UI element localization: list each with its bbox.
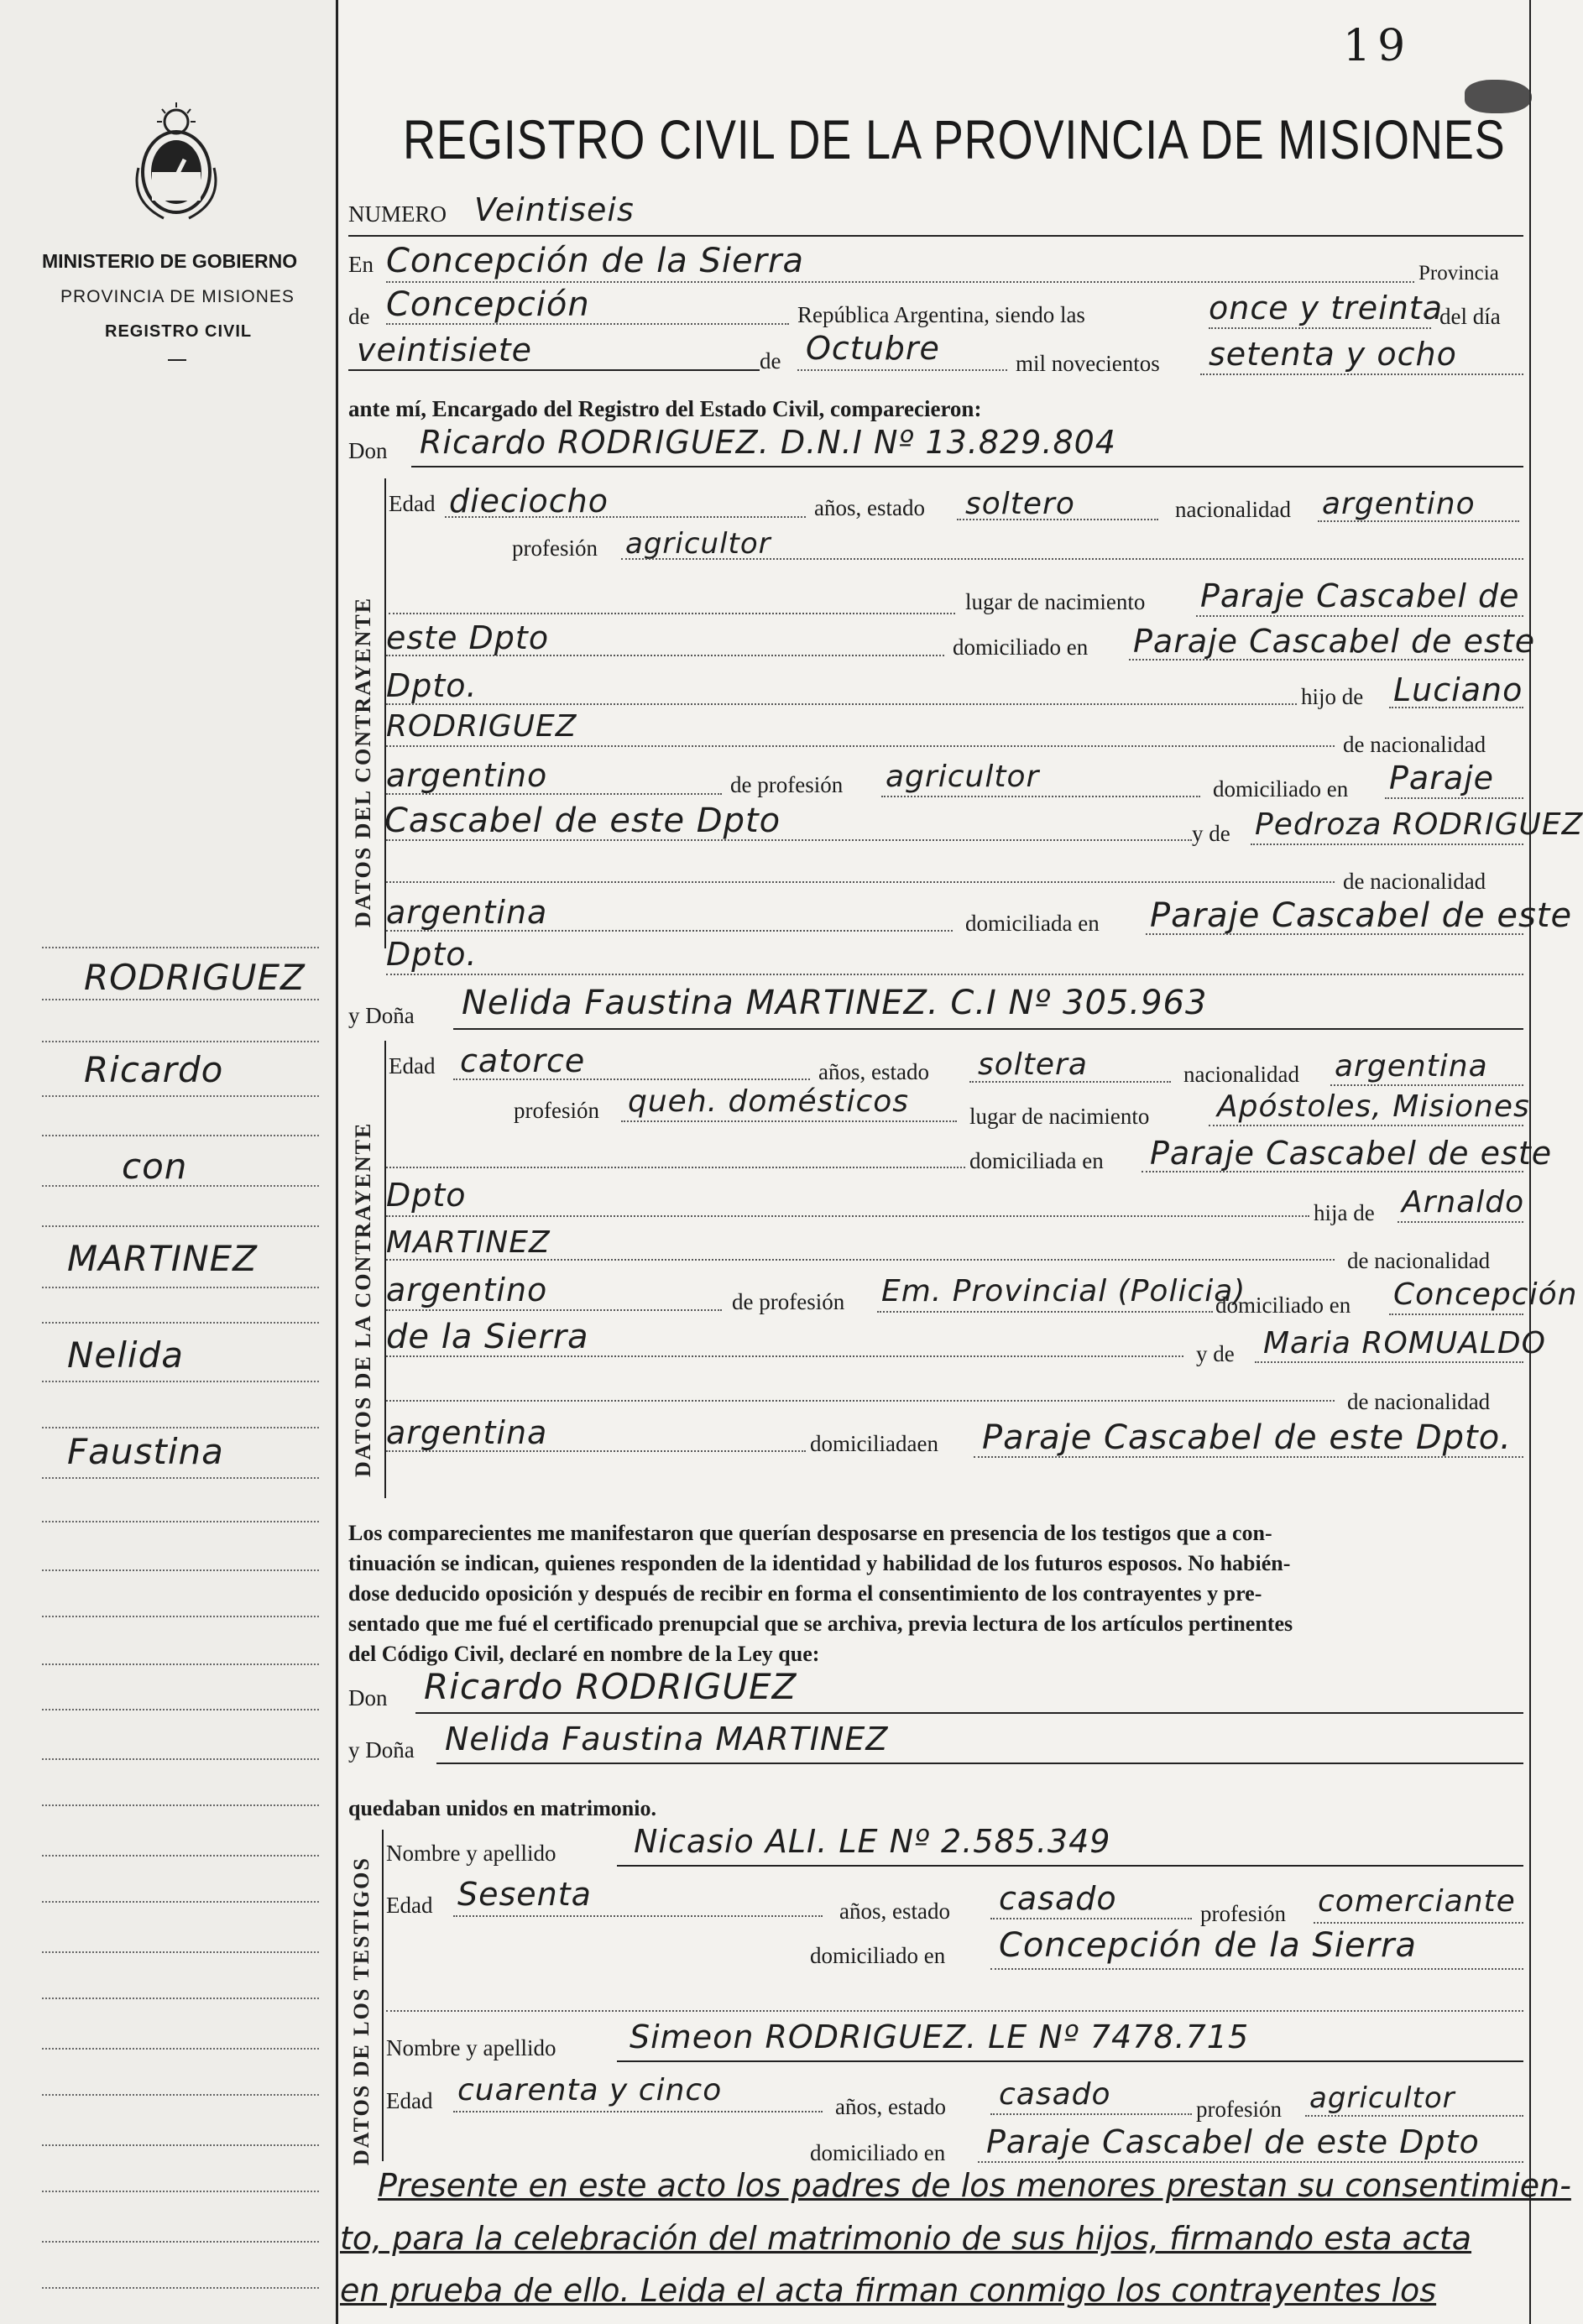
line <box>386 655 944 656</box>
groom-padre-dom2: Cascabel de este Dpto <box>384 802 781 840</box>
line <box>621 558 1523 560</box>
de-profesion-label-2: de profesión <box>732 1289 845 1314</box>
line <box>617 2060 1523 2062</box>
line <box>386 745 1335 747</box>
line <box>386 881 1335 883</box>
lugar-nac-label-2: lugar de nacimiento <box>969 1104 1150 1129</box>
line <box>1200 373 1523 375</box>
margin-surname-groom: RODRIGUEZ <box>84 957 306 998</box>
margin-line <box>42 1804 319 1806</box>
line <box>617 1865 1523 1867</box>
margin-line <box>42 2191 319 2192</box>
quedaban-text: quedaban unidos en matrimonio. <box>348 1796 656 1820</box>
line <box>386 281 1414 283</box>
groom-name: Ricardo RODRIGUEZ. D.N.I Nº 13.829.804 <box>420 424 1116 461</box>
mes-value: Octubre <box>806 330 940 367</box>
margin-line <box>42 2287 319 2289</box>
w1-estado: casado <box>999 1880 1117 1917</box>
margin-line <box>42 1381 319 1382</box>
margin-line <box>42 1322 319 1324</box>
bride-name: Nelida Faustina MARTINEZ. C.I Nº 305.963 <box>462 984 1208 1022</box>
ante-text: ante mí, Encargado del Registro del Estado Civil, comparecieron: <box>348 396 982 421</box>
line <box>411 466 1523 467</box>
w2-domiciliado-label: domiciliado en <box>810 2140 946 2165</box>
bride-padre-nac: argentino <box>386 1272 548 1308</box>
y-dona-label: y Doña <box>348 1003 415 1028</box>
w2-anos-estado-label: años, estado <box>835 2094 946 2119</box>
line <box>1146 933 1523 935</box>
margin-line <box>42 1901 319 1903</box>
bride-padre-dom: Concepción <box>1393 1277 1578 1312</box>
decl-don-label: Don <box>348 1685 388 1710</box>
margin-line <box>42 947 319 948</box>
page-number: 19 <box>1343 21 1413 71</box>
groom-domicilio2: Dpto. <box>386 667 478 704</box>
note-line-3: en prueba de ello. Leida el acta firman conmigo los contrayentes los <box>340 2272 1437 2309</box>
line <box>881 796 1200 797</box>
bride-madre-nac: argentina <box>386 1414 548 1451</box>
line <box>389 613 955 614</box>
de-nacionalidad-label-2: de nacionalidad <box>1343 869 1486 894</box>
bride-padre2: MARTINEZ <box>386 1225 551 1260</box>
mil-label: mil novecientos <box>1016 351 1160 376</box>
groom-padre-nac: argentino <box>386 757 548 794</box>
w2-nombre-label: Nombre y apellido <box>386 2035 556 2060</box>
de-profesion-label: de profesión <box>730 772 844 797</box>
anos-estado-label-2: años, estado <box>818 1059 929 1084</box>
de-nacionalidad-label: de nacionalidad <box>1343 732 1486 757</box>
margin-line <box>42 1855 319 1857</box>
groom-madre-dom: Paraje Cascabel de este <box>1150 896 1573 935</box>
line <box>957 519 1158 520</box>
margin-line <box>42 1225 319 1227</box>
line <box>1330 1084 1523 1086</box>
line <box>453 1915 823 1917</box>
edad-label: Edad <box>389 491 436 516</box>
domiciliado-label: domiciliado en <box>953 635 1089 660</box>
line <box>348 369 760 371</box>
margin-line <box>42 1998 319 1999</box>
bride-padre-dom2: de la Sierra <box>386 1318 589 1356</box>
line <box>453 2111 823 2112</box>
w1-profesion-label: profesión <box>1200 1901 1286 1926</box>
line <box>386 703 1297 705</box>
paragraph-line-3: dose deducido oposición y después de recibir en forma el consentimiento de los contrayentes y pre- <box>348 1581 1262 1606</box>
line <box>386 1400 1335 1402</box>
line <box>990 1918 1192 1919</box>
dia-value: veintisiete <box>357 332 532 368</box>
groom-domicilio: Paraje Cascabel de este <box>1133 623 1536 660</box>
margin-line <box>42 1095 319 1097</box>
line <box>1209 327 1431 329</box>
line <box>877 1311 1213 1313</box>
del-dia-label: del día <box>1439 304 1501 329</box>
groom-padre: Luciano <box>1393 671 1523 708</box>
line <box>386 1355 1183 1357</box>
line <box>978 2161 1523 2163</box>
line <box>386 793 722 795</box>
numero-label: NUMERO <box>348 201 447 227</box>
republica-label: República Argentina, siendo las <box>797 302 1085 327</box>
margin-line <box>42 1663 319 1665</box>
line <box>974 1456 1523 1458</box>
paragraph-line-1: Los comparecientes me manifestaron que querían desposarse en presencia de los testigos que a con- <box>348 1521 1272 1545</box>
bride-side-label: DATOS DE LA CONTRAYENTE <box>351 1121 375 1477</box>
bride-estado: soltera <box>978 1047 1088 1082</box>
don-label: Don <box>348 438 388 463</box>
province-label: PROVINCIA DE MISIONES <box>60 287 295 306</box>
line <box>386 930 953 932</box>
margin-line <box>42 1951 319 1953</box>
margin-line <box>42 1427 319 1428</box>
w1-nombre-label: Nombre y apellido <box>386 1841 556 1866</box>
line <box>1305 2115 1523 2117</box>
line <box>1398 1221 1523 1223</box>
bride-edad: catorce <box>460 1042 586 1079</box>
provincia-label: Provincia <box>1418 262 1499 285</box>
note-line-1: Presente en este acto los padres de los menores prestan su consentimien- <box>378 2167 1571 2204</box>
coat-of-arms-icon <box>130 101 222 227</box>
w2-profesion-label: profesión <box>1196 2097 1282 2122</box>
groom-lugar-nac2: este Dpto <box>386 619 550 656</box>
line <box>1314 1922 1523 1924</box>
line <box>797 369 1007 371</box>
line <box>1255 1361 1523 1363</box>
decl-don-value: Ricardo RODRIGUEZ <box>424 1666 797 1707</box>
en-label: En <box>348 252 374 277</box>
line <box>1318 520 1519 522</box>
line <box>386 2010 1523 2012</box>
line <box>386 1450 806 1452</box>
w1-domiciliado-label: domiciliado en <box>810 1943 946 1968</box>
w2-name: Simeon RODRIGUEZ. LE Nº 7478.715 <box>630 2018 1250 2055</box>
bride-padre: Arnaldo <box>1402 1185 1525 1219</box>
anio-value: setenta y ocho <box>1209 336 1457 373</box>
y-de-label-2: y de <box>1196 1341 1235 1366</box>
line <box>969 1081 1171 1083</box>
en-value: Concepción de la Sierra <box>386 242 804 280</box>
lugar-nac-label: lugar de nacimiento <box>965 589 1146 614</box>
margin-con: con <box>122 1146 188 1187</box>
margin-line <box>42 1616 319 1617</box>
w2-estado: casado <box>999 2077 1111 2112</box>
domiciliada-label: domiciliada en <box>965 911 1100 936</box>
numero-value: Veintiseis <box>474 191 635 228</box>
line <box>445 516 806 518</box>
margin-surname-bride: MARTINEZ <box>67 1238 258 1279</box>
profesion-label: profesión <box>512 535 598 561</box>
decl-dona-label: y Doña <box>348 1737 415 1763</box>
bride-madre: Maria ROMUALDO <box>1263 1326 1546 1360</box>
ministry-label: MINISTERIO DE GOBIERNO <box>42 250 298 272</box>
margin-line <box>42 1041 319 1042</box>
hija-de-label: hija de <box>1314 1200 1375 1225</box>
line <box>1389 1313 1523 1315</box>
registry-underline <box>168 359 186 361</box>
line <box>386 974 1523 975</box>
bride-domicilio: Paraje Cascabel de este <box>1150 1135 1553 1172</box>
margin-line <box>42 2144 319 2146</box>
line <box>1142 1171 1523 1172</box>
line <box>1251 843 1523 845</box>
w2-domicilio: Paraje Cascabel de este Dpto <box>986 2123 1480 2160</box>
domiciliadaen-label: domiciliadaen <box>810 1431 938 1456</box>
hijo-de-label: hijo de <box>1301 684 1364 709</box>
margin-line <box>42 999 319 1000</box>
line <box>1129 659 1523 661</box>
line <box>386 323 789 325</box>
groom-edad: dieciocho <box>449 483 609 520</box>
line <box>1389 707 1523 708</box>
y-de-label: y de <box>1192 821 1230 846</box>
margin-line <box>42 2048 319 2050</box>
w2-edad: cuarenta y cinco <box>457 2073 723 2107</box>
line <box>386 1167 965 1168</box>
decl-dona-value: Nelida Faustina MARTINEZ <box>445 1721 889 1757</box>
paragraph-line-4: sentado que me fué el certificado prenupcial que se archiva, previa lectura de los artículos pertinentes <box>348 1611 1293 1636</box>
registry-label: REGISTRO CIVIL <box>105 322 253 341</box>
w1-name: Nicasio ALI. LE Nº 2.585.349 <box>634 1823 1111 1860</box>
w1-anos-estado-label: años, estado <box>839 1898 950 1924</box>
groom-estado: soltero <box>965 487 1075 521</box>
w2-profesion: agricultor <box>1309 2081 1455 2115</box>
line <box>415 1712 1523 1714</box>
w2-edad-label: Edad <box>386 2088 433 2113</box>
domiciliado-label-3: domiciliado en <box>1215 1293 1351 1318</box>
line <box>436 1763 1523 1764</box>
line <box>990 1968 1523 1970</box>
margin-line <box>42 1709 319 1710</box>
note-line-2: to, para la celebración del matrimonio de sus hijos, firmando esta acta <box>340 2220 1472 2257</box>
groom-padre-prof: agricultor <box>886 760 1040 794</box>
line <box>1385 797 1523 799</box>
w1-edad-label: Edad <box>386 1893 433 1918</box>
bride-padre-prof: Em. Provincial (Policia) <box>881 1274 1246 1308</box>
page-title: REGISTRO CIVIL DE LA PROVINCIA DE MISIONES <box>403 108 1506 170</box>
bride-lugar-nac: Apóstoles, Misiones <box>1217 1089 1530 1124</box>
line <box>386 1215 1309 1217</box>
profesion-label-2: profesión <box>514 1098 599 1123</box>
groom-nacionalidad: argentino <box>1322 487 1476 521</box>
bride-madre-dom: Paraje Cascabel de este Dpto. <box>982 1418 1512 1457</box>
margin-line <box>42 1477 319 1479</box>
domiciliado-label-2: domiciliado en <box>1213 776 1349 802</box>
line <box>386 1309 722 1311</box>
w1-domicilio: Concepción de la Sierra <box>999 1926 1417 1965</box>
anos-estado-label: años, estado <box>814 495 925 520</box>
line <box>453 1078 810 1080</box>
witness-section-bar <box>382 1830 384 2161</box>
groom-side-label: DATOS DEL CONTRAYENTE <box>351 596 375 927</box>
groom-lugar-nac: Paraje Cascabel de <box>1200 577 1520 614</box>
groom-madre: Pedroza RODRIGUEZ <box>1255 807 1583 842</box>
margin-line <box>42 1521 319 1522</box>
bride-domicilio2: Dpto <box>386 1177 467 1214</box>
edad-label-2: Edad <box>389 1053 436 1078</box>
margin-line <box>42 1569 319 1571</box>
paragraph-line-2: tinuación se indican, quienes responden de la identidad y habilidad de los futuros esposos. No habién- <box>348 1551 1291 1575</box>
groom-profesion: agricultor <box>625 527 771 561</box>
w1-edad: Sesenta <box>457 1876 592 1913</box>
groom-madre-nac: argentina <box>386 894 548 931</box>
de-label: de <box>348 304 370 329</box>
margin-name-groom: Ricardo <box>84 1049 224 1090</box>
bride-profesion: queh. domésticos <box>628 1084 910 1119</box>
margin-line <box>42 1287 319 1288</box>
line <box>453 1028 1523 1030</box>
groom-padre-dom: Paraje <box>1389 760 1495 796</box>
nacionalidad-label: nacionalidad <box>1175 497 1291 522</box>
margin-line <box>42 2094 319 2096</box>
margin-line <box>42 1135 319 1136</box>
hora-value: once y treinta <box>1209 290 1443 326</box>
line <box>386 839 1192 841</box>
line <box>990 2113 1192 2115</box>
de-nacionalidad-label-3: de nacionalidad <box>1347 1248 1491 1273</box>
bride-nacionalidad: argentina <box>1335 1049 1488 1084</box>
de-nacionalidad-label-4: de nacionalidad <box>1347 1389 1491 1414</box>
nacionalidad-label-2: nacionalidad <box>1183 1062 1299 1087</box>
margin-line <box>42 1758 319 1760</box>
line <box>621 1120 957 1122</box>
paragraph-line-5: del Código Civil, declaré en nombre de la Ley que: <box>348 1642 820 1666</box>
line <box>386 1259 1335 1261</box>
line <box>348 235 1523 237</box>
groom-madre-dom2: Dpto. <box>386 936 478 973</box>
groom-padre2: RODRIGUEZ <box>386 709 577 744</box>
margin-name-bride: Nelida <box>67 1334 184 1376</box>
line <box>1209 1125 1523 1126</box>
line <box>1196 615 1523 617</box>
margin-line <box>42 2241 319 2243</box>
witness-side-label: DATOS DE LOS TESTIGOS <box>349 1857 374 2165</box>
de2-label: de <box>760 348 781 373</box>
w1-profesion: comerciante <box>1318 1884 1516 1919</box>
domiciliada-label-2: domiciliada en <box>969 1148 1104 1173</box>
margin-name2-bride: Faustina <box>67 1431 224 1472</box>
de-value: Concepción <box>386 285 590 324</box>
